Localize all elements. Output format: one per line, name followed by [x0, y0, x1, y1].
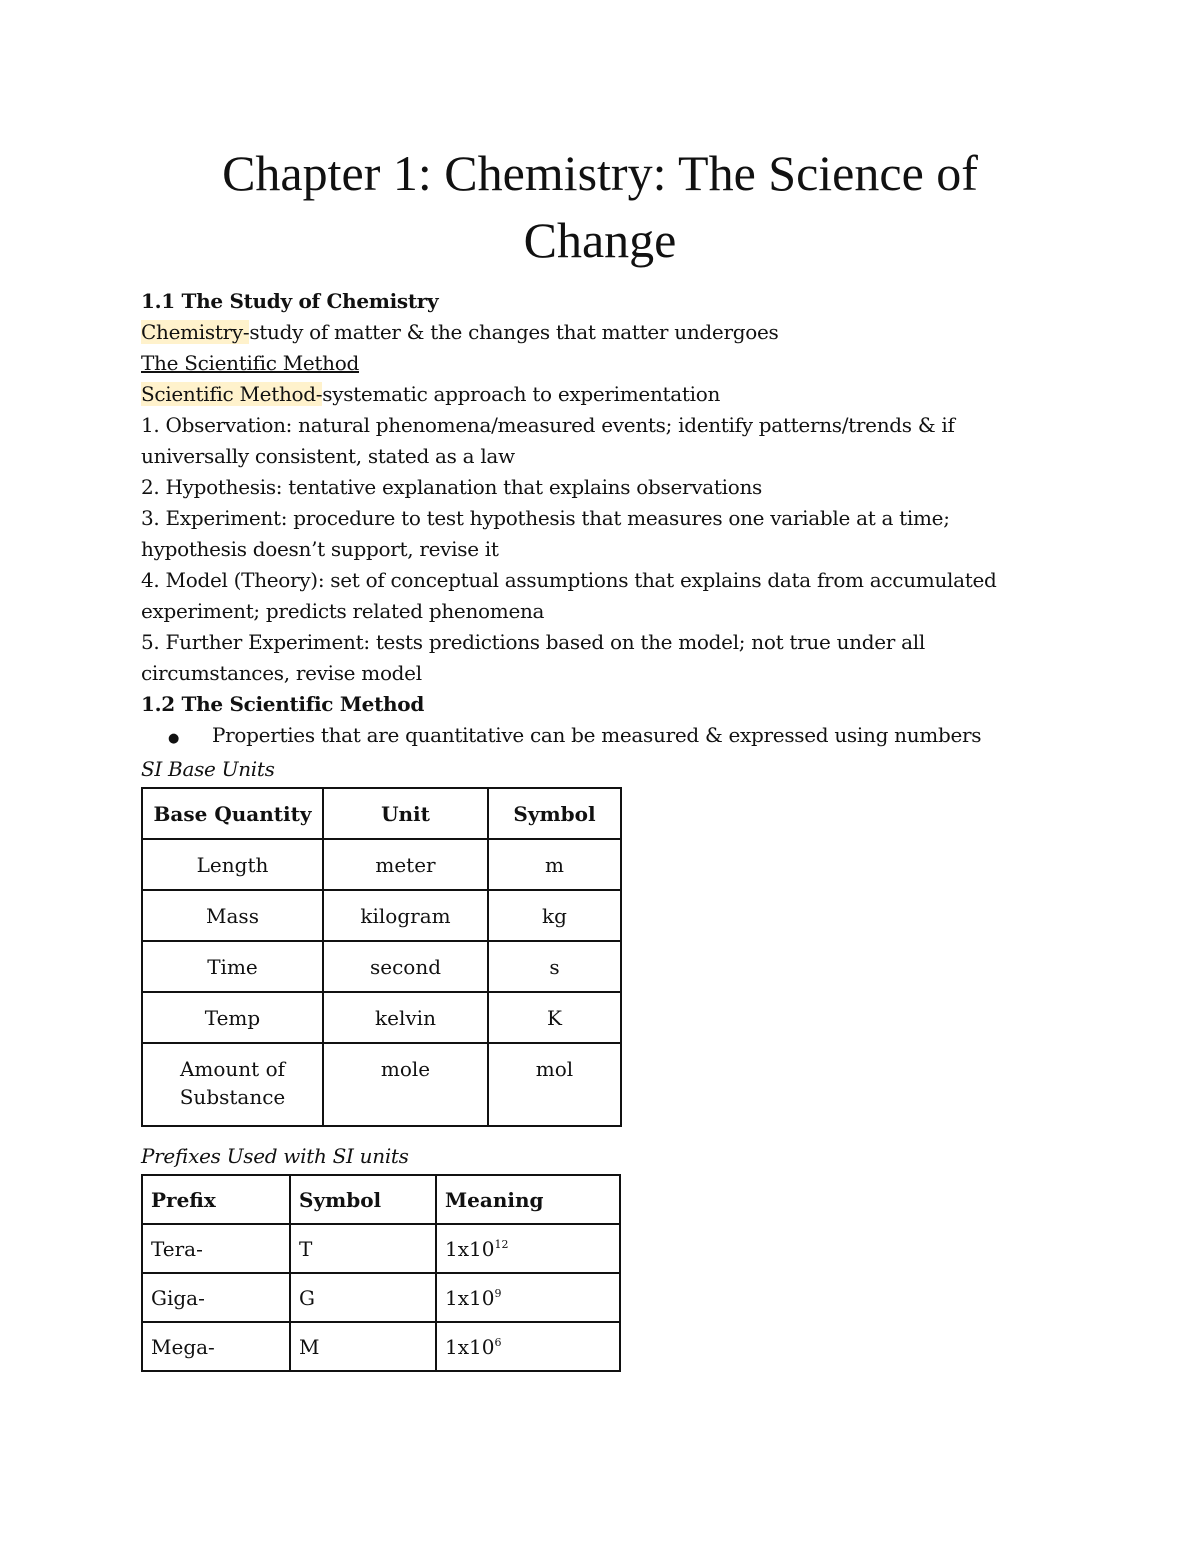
table-cell: kg [488, 890, 621, 941]
meaning-exponent: 12 [494, 1238, 509, 1251]
table-header-cell: Meaning [436, 1175, 620, 1224]
table-cell: kelvin [323, 992, 488, 1043]
table-header-cell: Prefix [142, 1175, 290, 1224]
table-row [142, 890, 621, 941]
step-item: 4. Model (Theory): set of conceptual assumptions that explains data from accumulated experiment; predicts related phenomena [141, 568, 997, 623]
bullet-item [141, 720, 1031, 754]
table-cell: second [323, 941, 488, 992]
si-prefixes-table [141, 1174, 621, 1372]
step-item: 5. Further Experiment: tests predictions based on the model; not true under all circumstances, revise model [141, 630, 925, 685]
table-cell: meter [323, 839, 488, 890]
table-cell: M [290, 1322, 436, 1371]
meaning-base: 1x10 [445, 1286, 495, 1310]
spacer [141, 1127, 1031, 1141]
table-header-cell: Unit [323, 788, 488, 839]
table-row [142, 941, 621, 992]
section-heading-1-2: 1.2 The Scientific Method [141, 692, 424, 716]
prefix-table-caption: Prefixes Used with SI units [141, 1144, 409, 1168]
highlighted-term-scientific-method: Scientific Method- [141, 382, 323, 406]
table-header-row [142, 788, 621, 839]
meaning-base: 1x10 [445, 1335, 495, 1359]
table-cell: Amount of Substance [142, 1043, 323, 1126]
table-cell: Length [142, 839, 323, 890]
scientific-method-subheading: The Scientific Method [141, 351, 359, 375]
table-cell: m [488, 839, 621, 890]
meaning-base: 1x10 [445, 1237, 495, 1261]
section-heading-1-1: 1.1 The Study of Chemistry [141, 289, 439, 313]
table-cell: T [290, 1224, 436, 1273]
table-header-row [142, 1175, 620, 1224]
table-cell-meaning [436, 1322, 620, 1371]
table-cell: s [488, 941, 621, 992]
table-cell-meaning [436, 1224, 620, 1273]
table-row [142, 1273, 620, 1322]
table-row [142, 839, 621, 890]
si-table-caption: SI Base Units [141, 757, 275, 781]
chemistry-definition-text: study of matter & the changes that matter undergoes [249, 320, 779, 344]
table-cell: K [488, 992, 621, 1043]
table-header-cell: Symbol [290, 1175, 436, 1224]
step-item: 3. Experiment: procedure to test hypothesis that measures one variable at a time; hypothesis doesn’t support, revise it [141, 506, 950, 561]
meaning-exponent: 9 [494, 1287, 502, 1300]
table-cell: mol [488, 1043, 621, 1126]
table-header-cell: Base Quantity [142, 788, 323, 839]
meaning-exponent: 6 [494, 1336, 502, 1349]
highlighted-term-chemistry: Chemistry- [141, 320, 250, 344]
table-row [142, 1322, 620, 1371]
chemistry-definition [141, 317, 1031, 348]
table-cell: Giga- [142, 1273, 290, 1322]
table-row [142, 1224, 620, 1273]
page-title: Chapter 1: Chemistry: The Science of Change [222, 145, 978, 268]
table-cell: Mega- [142, 1322, 290, 1371]
scientific-method-definition-text: systematic approach to experimentation [322, 382, 721, 406]
table-cell: Temp [142, 992, 323, 1043]
step-item: 1. Observation: natural phenomena/measured events; identify patterns/trends & if universally consistent, stated as a law [141, 413, 955, 468]
table-cell: kilogram [323, 890, 488, 941]
table-cell: Mass [142, 890, 323, 941]
si-base-units-table [141, 787, 622, 1127]
table-cell: G [290, 1273, 436, 1322]
table-row [142, 1043, 621, 1126]
bullet-text: Properties that are quantitative can be measured & expressed using numbers [212, 723, 982, 747]
table-cell: mole [323, 1043, 488, 1126]
table-cell-meaning [436, 1273, 620, 1322]
document-page [141, 140, 1031, 1372]
table-cell: Tera- [142, 1224, 290, 1273]
bullet-icon: ● [168, 731, 180, 746]
table-cell: Time [142, 941, 323, 992]
step-item: 2. Hypothesis: tentative explanation that explains observations [141, 475, 763, 499]
scientific-method-definition [141, 379, 1031, 410]
table-header-cell: Symbol [488, 788, 621, 839]
table-row [142, 992, 621, 1043]
